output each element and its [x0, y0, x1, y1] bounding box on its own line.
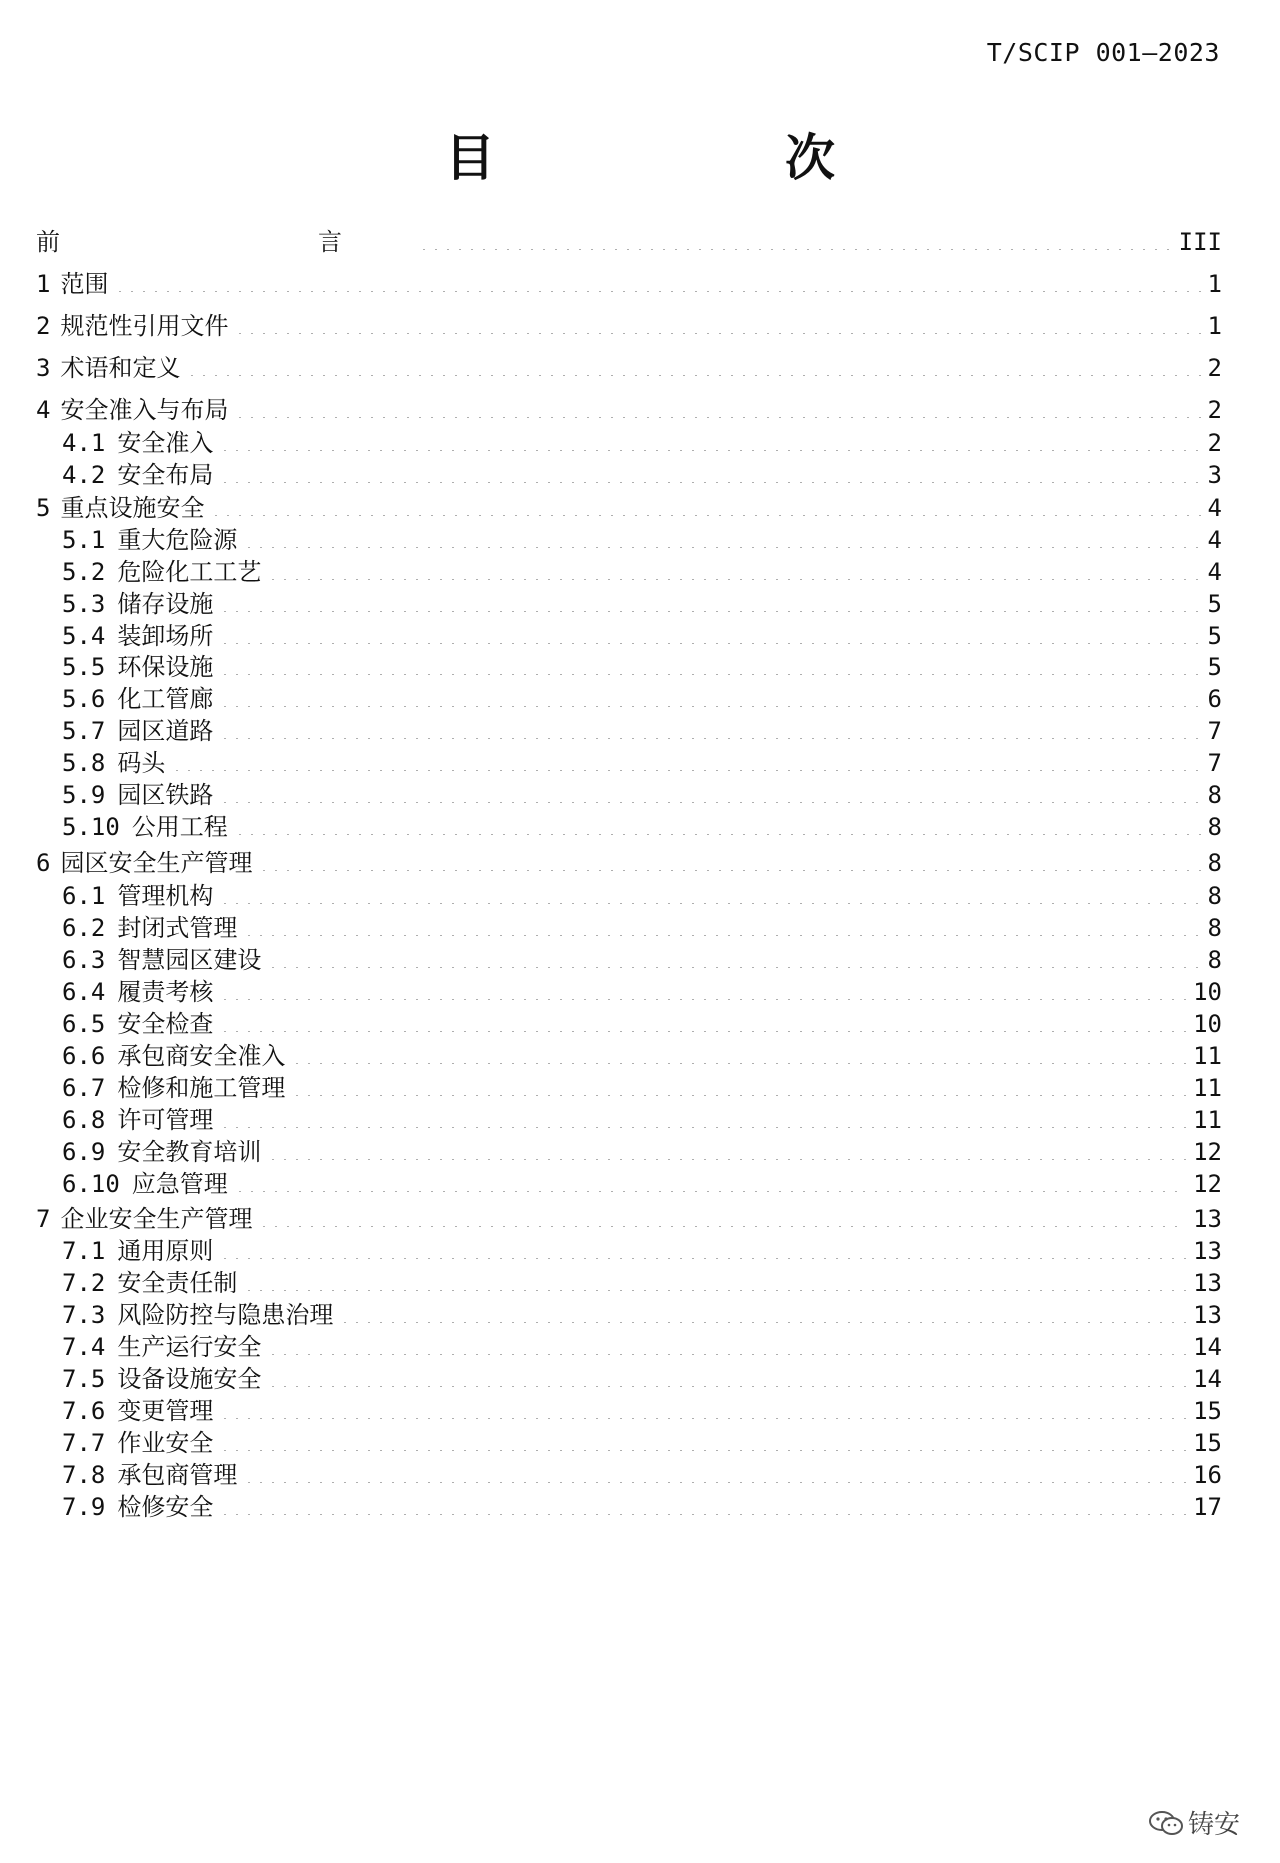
toc-number: 7.6 [62, 1397, 106, 1425]
toc-leader-dots [210, 490, 1201, 516]
toc-leader-dots [219, 586, 1201, 612]
toc-entry[interactable] [62, 423, 1222, 459]
toc-page-number: 15 [1193, 1429, 1222, 1457]
toc-number: 7.9 [62, 1493, 106, 1521]
toc-number: 5.10 [62, 813, 120, 841]
toc-leader-dots [171, 745, 1201, 771]
toc-number: 7.5 [62, 1365, 106, 1393]
toc-number: 5.4 [62, 622, 106, 650]
toc-leader-dots [219, 457, 1201, 483]
toc-leader-dots [267, 1361, 1187, 1387]
toc-entry[interactable] [62, 1263, 1222, 1299]
toc-page-number: 5 [1207, 622, 1222, 650]
toc-text: 园区安全生产管理 [60, 849, 253, 877]
toc-entry[interactable] [62, 1327, 1222, 1363]
toc-entry[interactable] [62, 972, 1222, 1008]
toc-entry[interactable] [62, 775, 1222, 811]
toc-page-number: 4 [1207, 558, 1222, 586]
toc-leader-dots [339, 1297, 1187, 1323]
toc-number: 5.6 [62, 685, 106, 713]
toc-leader-dots [234, 392, 1201, 418]
toc-text: 生产运行安全 [117, 1333, 262, 1361]
toc-text: 术语和定义 [60, 354, 181, 382]
toc-leader-dots [219, 1102, 1187, 1128]
toc-leader-dots [114, 266, 1201, 292]
toc-leader-dots [219, 1489, 1187, 1515]
toc-page-number: 4 [1207, 494, 1222, 522]
toc-entry[interactable] [62, 1100, 1222, 1136]
toc-text: 企业安全生产管理 [60, 1205, 253, 1233]
toc-number: 4.2 [62, 461, 106, 489]
toc-entry[interactable] [62, 679, 1222, 715]
toc-text: 规范性引用文件 [60, 312, 229, 340]
toc-leader-dots [219, 1393, 1187, 1419]
toc-text: 安全布局 [117, 461, 214, 489]
toc-page-number: 2 [1207, 354, 1222, 382]
toc-text: 安全检查 [117, 1010, 214, 1038]
toc-leader-dots [219, 649, 1201, 675]
toc-page-number: 1 [1207, 270, 1222, 298]
toc-text: 园区铁路 [117, 781, 214, 809]
toc-leader-dots [219, 878, 1201, 904]
toc-entry[interactable] [36, 348, 1222, 384]
toc-text: 重点设施安全 [60, 494, 205, 522]
toc-page-number: 5 [1207, 590, 1222, 618]
toc-page-number: 16 [1193, 1461, 1222, 1489]
toc-text: 范围 [60, 270, 109, 298]
toc-number: 6.1 [62, 882, 106, 910]
toc-text: 风险防控与隐患治理 [117, 1301, 334, 1329]
toc-text: 安全准入与布局 [60, 396, 229, 424]
toc-leader-dots [219, 1425, 1187, 1451]
toc-page-number: 8 [1207, 914, 1222, 942]
toc-number: 6.10 [62, 1170, 120, 1198]
toc-leader-dots [267, 1329, 1187, 1355]
toc-text: 重大危险源 [117, 526, 238, 554]
toc-number: 7.1 [62, 1237, 106, 1265]
toc-text: 许可管理 [117, 1106, 214, 1134]
toc-leader-dots [267, 942, 1201, 968]
toc-number: 6.6 [62, 1042, 106, 1070]
toc-text: 环保设施 [117, 653, 214, 681]
toc-entry[interactable] [36, 222, 1222, 258]
toc-text: 检修安全 [117, 1493, 214, 1521]
toc-text: 通用原则 [117, 1237, 214, 1265]
toc-text: 智慧园区建设 [117, 946, 262, 974]
toc-leader-dots [267, 1134, 1187, 1160]
toc-text: 管理机构 [117, 882, 214, 910]
toc-entry[interactable] [62, 908, 1222, 944]
watermark-text: 铸安 [1187, 1810, 1240, 1840]
toc-entry[interactable] [62, 1295, 1222, 1331]
toc-entry[interactable] [62, 1359, 1222, 1395]
toc-number: 7.2 [62, 1269, 106, 1297]
toc-number: 6.9 [62, 1138, 106, 1166]
toc-page-number: 4 [1207, 526, 1222, 554]
toc-text: 安全教育培训 [117, 1138, 262, 1166]
toc-page-number: 8 [1207, 813, 1222, 841]
toc-entry[interactable] [36, 488, 1222, 524]
toc-entry[interactable] [36, 1199, 1222, 1235]
toc-number: 6.7 [62, 1074, 106, 1102]
toc-leader-dots [243, 1265, 1187, 1291]
toc-page-number: 13 [1193, 1301, 1222, 1329]
toc-text: 化工管廊 [117, 685, 214, 713]
toc-leader-dots [219, 1006, 1187, 1032]
toc-entry[interactable] [62, 1423, 1222, 1459]
page-title: 目 次 [445, 129, 955, 187]
toc-leader-dots [219, 618, 1201, 644]
toc-page-number: 6 [1207, 685, 1222, 713]
toc-number: 5.9 [62, 781, 106, 809]
toc-number: 7.8 [62, 1461, 106, 1489]
toc-leader-dots [234, 809, 1202, 835]
toc-text: 公用工程 [131, 813, 228, 841]
toc-number: 5.7 [62, 717, 106, 745]
toc-entry[interactable] [62, 1068, 1222, 1104]
watermark [1148, 1804, 1240, 1841]
toc-page-number: 8 [1207, 849, 1222, 877]
toc-page-number: 12 [1193, 1170, 1222, 1198]
toc-number: 2 [36, 312, 51, 340]
toc-entry[interactable] [62, 1231, 1222, 1267]
toc-entry[interactable] [62, 520, 1222, 556]
toc-page-number: 1 [1207, 312, 1222, 340]
toc-entry[interactable] [62, 1004, 1222, 1040]
toc-leader-dots [219, 425, 1201, 451]
document-code: T/SCIP 001—2023 [986, 38, 1220, 67]
toc-leader-dots [243, 910, 1201, 936]
toc-entry[interactable] [62, 647, 1222, 683]
toc-page-number: 7 [1207, 717, 1222, 745]
toc-page-number: 11 [1193, 1074, 1222, 1102]
toc-page-number: 14 [1193, 1365, 1222, 1393]
toc-number: 5 [36, 494, 51, 522]
toc-entry[interactable] [62, 455, 1222, 491]
toc-page-number: 14 [1193, 1333, 1222, 1361]
toc-number: 6.3 [62, 946, 106, 974]
toc-entry[interactable] [62, 807, 1222, 843]
toc-page-number: 7 [1207, 749, 1222, 777]
toc-text: 作业安全 [117, 1429, 214, 1457]
toc-number: 5.3 [62, 590, 106, 618]
toc-number: 3 [36, 354, 51, 382]
toc-page-number: 12 [1193, 1138, 1222, 1166]
toc-number: 5.5 [62, 653, 106, 681]
toc-entry[interactable] [36, 843, 1222, 879]
toc-entry[interactable] [62, 876, 1222, 912]
toc-page-number: 5 [1207, 653, 1222, 681]
toc-leader-dots [186, 350, 1201, 376]
toc-leader-dots [267, 554, 1201, 580]
toc-number: 7.4 [62, 1333, 106, 1361]
toc-entry[interactable] [62, 552, 1222, 588]
toc-page-number: 10 [1193, 978, 1222, 1006]
toc-leader-dots [243, 522, 1201, 548]
toc-number: 7.7 [62, 1429, 106, 1457]
toc-text: 码头 [117, 749, 166, 777]
toc-entry[interactable] [36, 264, 1222, 300]
toc-number: 6.2 [62, 914, 106, 942]
toc-page-number: 15 [1193, 1397, 1222, 1425]
toc-number: 6.5 [62, 1010, 106, 1038]
toc-page-number: 11 [1193, 1042, 1222, 1070]
toc-page-number: 13 [1193, 1237, 1222, 1265]
toc-leader-dots [258, 845, 1201, 871]
toc-entry[interactable] [62, 584, 1222, 620]
toc-text: 检修和施工管理 [117, 1074, 286, 1102]
toc-leader-dots [219, 1233, 1187, 1259]
toc-page-number: 3 [1207, 461, 1222, 489]
toc-page-number: 2 [1207, 396, 1222, 424]
toc-number: 5.8 [62, 749, 106, 777]
toc-page-number: 8 [1207, 882, 1222, 910]
toc-number: 7 [36, 1205, 51, 1233]
toc-number: 4 [36, 396, 51, 424]
toc-entry[interactable] [36, 306, 1222, 342]
toc-page-number: III [1178, 228, 1222, 256]
toc-entry[interactable] [62, 1132, 1222, 1168]
toc-text: 承包商安全准入 [117, 1042, 286, 1070]
toc-entry[interactable] [62, 743, 1222, 779]
toc-text: 装卸场所 [117, 622, 214, 650]
toc-text: 储存设施 [117, 590, 214, 618]
toc-leader-dots [291, 1038, 1187, 1064]
toc-leader-dots [234, 308, 1201, 334]
toc-number: 7.3 [62, 1301, 106, 1329]
toc-text: 封闭式管理 [117, 914, 238, 942]
toc-entry[interactable] [62, 711, 1222, 747]
toc-number: 4.1 [62, 429, 106, 457]
toc-page-number: 8 [1207, 946, 1222, 974]
toc-number: 5.1 [62, 526, 106, 554]
toc-entry[interactable] [62, 1487, 1222, 1523]
toc-number: 5.2 [62, 558, 106, 586]
toc-text: 设备设施安全 [117, 1365, 262, 1393]
toc-text: 履责考核 [117, 978, 214, 1006]
toc-text: 安全准入 [117, 429, 214, 457]
toc-text: 危险化工工艺 [117, 558, 262, 586]
toc-entry[interactable] [62, 1164, 1222, 1200]
toc-entry[interactable] [62, 1455, 1222, 1491]
toc-page-number: 10 [1193, 1010, 1222, 1038]
toc-entry[interactable] [36, 390, 1222, 426]
toc-text: 安全责任制 [117, 1269, 238, 1297]
toc-number: 1 [36, 270, 51, 298]
toc-text: 变更管理 [117, 1397, 214, 1425]
toc-entry[interactable] [62, 1391, 1222, 1427]
toc-leader-dots [291, 1070, 1187, 1096]
toc-entry[interactable] [62, 940, 1222, 976]
toc-leader-dots [243, 1457, 1187, 1483]
toc-page-number: 17 [1193, 1493, 1222, 1521]
toc-leader-dots [219, 713, 1201, 739]
toc-text: 承包商管理 [117, 1461, 238, 1489]
toc-leader-dots [219, 777, 1201, 803]
wechat-icon [1148, 1809, 1184, 1837]
toc-page-number: 2 [1207, 429, 1222, 457]
toc-leader-dots [418, 224, 1173, 250]
toc-number: 6 [36, 849, 51, 877]
toc-number: 6.8 [62, 1106, 106, 1134]
toc-leader-dots [219, 681, 1201, 707]
toc-page-number: 13 [1193, 1269, 1222, 1297]
toc-number: 6.4 [62, 978, 106, 1006]
toc-page-number: 11 [1193, 1106, 1222, 1134]
toc-leader-dots [219, 974, 1187, 1000]
toc-text: 园区道路 [117, 717, 214, 745]
toc-page-number: 13 [1193, 1205, 1222, 1233]
toc-text: 应急管理 [131, 1170, 228, 1198]
toc-entry[interactable] [62, 1036, 1222, 1072]
toc-leader-dots [234, 1166, 1187, 1192]
toc-page-number: 8 [1207, 781, 1222, 809]
toc-leader-dots [258, 1201, 1187, 1227]
toc-text: 前 言 [36, 228, 412, 256]
